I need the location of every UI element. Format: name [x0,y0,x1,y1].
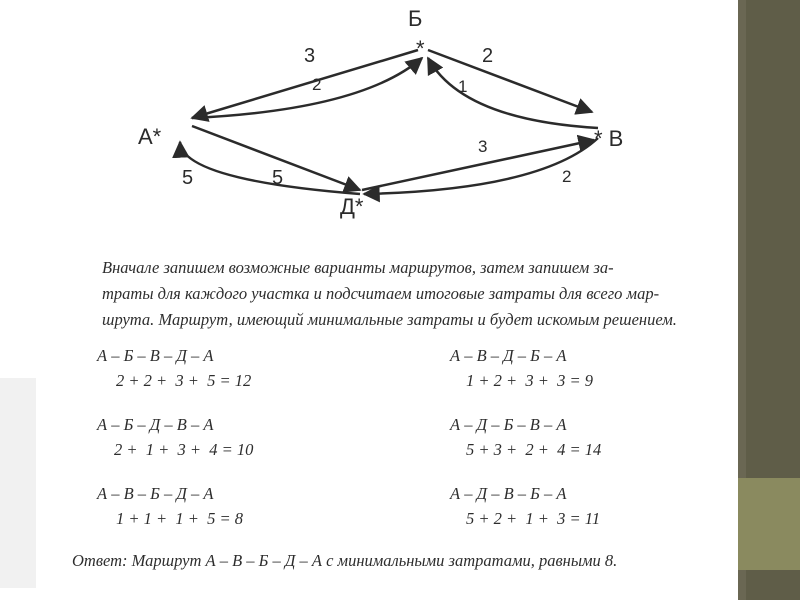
edge-weight-b-a: 3 [304,45,316,67]
edge-v-to-b [428,58,598,128]
edge-weight-a-b: 2 [312,75,322,94]
route-3-sum: 2 + 1 + 3 + 4 = 10 [114,440,254,459]
edge-weight-a-d: 5 [272,167,284,189]
node-label-b: Б [408,6,423,31]
node-label-d: Д* [340,194,364,219]
answer-line: Ответ: Маршрут А – В – Б – Д – А с минимальными затратами, равными 8. [72,551,618,570]
document-page [42,0,722,600]
route-4-sum: 5 + 3 + 2 + 4 = 14 [466,440,602,459]
intro-line-1: Вначале запишем возможные варианты маршрутов, затем запишем за- [102,258,614,277]
intro-line-2: траты для каждого участка и подсчитаем итоговые затраты для всего мар- [102,284,660,303]
edge-weight-v-b: 1 [458,77,468,96]
route-1-path: А – Б – В – Д – А [97,346,214,365]
left-margin-shade [0,378,36,588]
sidebar-accent-block [738,478,800,570]
route-2-path: А – В – Д – Б – А [450,346,567,365]
intro-line-3: шрута. Маршрут, имеющий минимальные затраты и будет искомым решением. [102,310,677,329]
route-5-sum: 1 + 1 + 1 + 5 = 8 [116,509,244,528]
route-1-sum: 2 + 2 + 3 + 5 = 12 [116,371,252,390]
edge-b-to-v [428,50,592,112]
route-6-sum: 5 + 2 + 1 + 3 = 11 [466,509,601,528]
route-6-path: А – Д – В – Б – А [450,484,567,503]
edge-a-to-b [192,58,422,118]
edge-weight-d-v: 3 [478,137,488,156]
route-graph [42,0,722,240]
intro-paragraph [102,255,707,333]
edge-weight-b-v: 2 [482,45,494,67]
route-3-path: А – Б – Д – В – А [97,415,214,434]
route-5-path: А – В – Б – Д – А [97,484,214,503]
node-label-b-star: * [416,36,425,61]
node-label-a: А* [138,124,162,149]
edge-weight-v-d: 2 [562,167,572,186]
route-2-sum: 1 + 2 + 3 + 3 = 9 [466,371,594,390]
edge-weight-d-a: 5 [182,167,194,189]
route-4-path: А – Д – Б – В – А [450,415,567,434]
edge-d-to-a [180,142,360,194]
node-label-v: * В [594,126,624,151]
